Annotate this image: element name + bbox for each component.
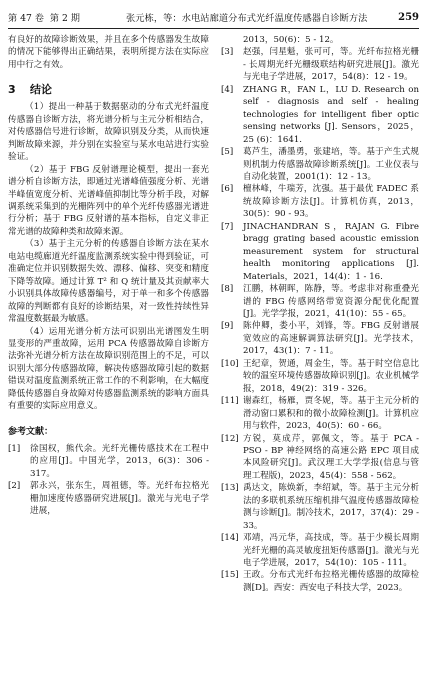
reference-item [221,433,419,483]
page-number: 259 [398,11,419,23]
conclusion-paragraph-2: （2）基于 FBG 反射谱理论模型，提出一套光谱分析自诊断方法，即通过光谱峰值强度分析、光谱半峰值宽度分析、光谱峰值抑制比等分析手段，对解调系统采集到的光栅阵列中的单个光纤传感器光谱进行分析；基于 FBG 反射谱的基本指标，自定义非正常光谱的故障种类和故障来源。 [8,164,209,237]
running-title: 张元栋，等：水电站廊道分布式光纤温度传感器自诊断方法 [126,13,368,24]
reference-item [221,46,419,83]
reference-text: 王政。分布式光纤布拉格光栅传感器的故障检测[D]。西安：西安电子科技大学，2023。 [243,570,419,593]
reference-item [221,283,419,320]
reference-item [221,358,419,395]
reference-number: [8] [221,284,234,295]
header-rule [8,28,419,29]
reference-item [221,221,419,283]
issue-label: 第 2 期 [49,13,80,24]
reference-number: [15] [221,570,239,581]
conclusion-paragraph-1: （1）提出一种基于数据驱动的分布式光纤温度传感器自诊断方法，将光谱分析与主元分析相结合，对传感器信号进行诊断，故障识别及分类，从而快速判断故障来源，并分别在实验室与某水电站进行实验验证。 [8,102,209,163]
section-heading [8,79,209,101]
right-column [221,34,419,594]
reference-item [221,320,419,357]
reference-number: [7] [221,221,234,232]
section-title: 结论 [30,83,52,97]
conclusion-paragraph-3: （3）基于主元分析的传感器自诊断方法在某水电站电缆廊道光纤温度监测系统实验中得到验证，可准确定位并识别数据失效、漂移、偏移、突变和精度下降等故障。通过计算 T² 和 Q 统计量及其贡献率大小识别具体故障传感器编号，对于单一和多个传感器故障的判断都有良好的诊断结果，对一致性持续性异常温度数据最为敏感。 [8,239,209,325]
reference-number [221,34,243,46]
reference-item [221,532,419,569]
reference-item [221,569,419,594]
reference-text: 葛芦生，潘墨勇，张建培，等。基于产生式规则机制力传感器故障诊断系统[J]。工业仪表与自动化装置，2001(1)：12 - 13。 [243,147,419,182]
reference-item [221,482,419,532]
reference-number: [10] [221,358,239,369]
left-column [8,34,209,517]
reference-number: [14] [221,533,239,544]
reference-text: 禹达文，陈焕新，李绍斌，等。基于主元分析法的多联机系统压缩机排气温度传感器故障检测与诊断[J]。制冷技术，2017，37(4)：29 - 33。 [243,483,419,531]
reference-item [221,84,419,146]
reference-number: [4] [221,84,234,95]
reference-text: 江鹏，林朝晖，陈静，等。考虑非对称重叠光谱的 FBG 传感网络带宽资源分配优化配置[J]。光学学报，2021，41(10)：55 - 65。 [243,284,419,319]
reference-text: 檀林峰，牛瑞芳，沈强。基于最优 FADEC 系统故障诊断方法[J]。计算机仿真，2013，30(5)：90 - 93。 [243,184,419,220]
reference-text: 2013，50(6)：5 - 12。 [243,35,339,45]
reference-text: 方锐，莫成芹，郭佩文，等。基于 PCA - PSO - BP 神经网络的高速公路 EPC 项目成本风险研究[J]。武汉理工大学学报(信息与管理工程版)，2023，45(4)：558 - 562。 [243,433,419,481]
body-paragraph: 有良好的故障诊断效果，并且在多个传感器发生故障的情况下能够得出正确结果，表明所提方法在实际应用中行之有效。 [8,35,209,70]
reference-item [221,395,419,432]
spacer [8,71,209,79]
reference-number: [11] [221,396,239,407]
reference-text: ZHANG R，FAN L，LU D. Research on self - diagnosis and self - healing technologies for intelligent fiber optic sensing networks [J]. Sensors，2025，25 (6)：1641. [243,84,419,145]
reference-text: JINACHANDRAN S，RAJAN G. Fibre bragg grating based acoustic emission measurement system for structural health monitoring applications [J]. Materials，2021，14(4)：1 - 16. [243,221,419,282]
reference-number: [13] [221,483,239,494]
reference-number: [9] [221,321,234,332]
reference-number: [12] [221,433,239,444]
reference-number: [3] [221,47,234,58]
reference-item [221,34,419,46]
reference-text: 邓靖，冯元华，高技成，等。基于少模长周期光纤光栅的高灵敏度扭矩传感器[J]。激光与光电子学进展，2017，54(10)：105 - 111。 [243,533,419,569]
reference-number: [5] [221,147,234,158]
reference-text: 陈仲卿，娄小平，刘锋，等。FBG 反射谱展宽效应的高速解调算法研究[J]。光学技术，2017，43(1)：7 - 11。 [243,321,419,357]
reference-number: [1] [8,443,21,454]
running-header [8,8,419,26]
reference-item [221,183,419,220]
reference-number: [2] [8,481,21,492]
reference-item [8,443,209,480]
reference-text: 王纪章，贺通，周金生，等。基于时空信息比较的温室环境传感器故障识别[J]。农业机械学报，2018，49(2)：319 - 326。 [243,358,419,394]
reference-text: 郭永兴，张东生，周祖德，等。光纤布拉格光栅加速度传感器研究进展[J]。激光与光电子学进展， [30,481,209,516]
spacer [8,413,209,421]
references-heading: 参考文献： [8,426,54,437]
reference-text: 赵强，闫星魁，张可可，等。光纤布拉格光栅 - 长周期光纤光栅级联结构研究进展[J]。激光与光电子学进展，2017，54(8)：12 - 19。 [243,47,419,83]
section-number: 3 [8,83,16,97]
conclusion-paragraph-4: （4）运用光谱分析方法可识别出光谱图发生明显变形的严重故障，运用 PCA 传感器故障自诊断方法弥补光谱分析方法在故障识别范围上的不足，可以识别大部分传感器故障，解决传感器故障引起的数据错误对温度监测系统正常工作的不利影响，在大幅度降低传感器自身故障对传感器监测系统的影响方面具有重要的实际应用意义。 [8,326,209,412]
reference-text: 徐国权，熊代余。光纤光栅传感技术在工程中的应用[J]。中国光学，2013，6(3)：306 - 317。 [30,443,209,479]
reference-item [221,146,419,183]
reference-item [8,480,209,517]
volume-label: 第 47 卷 [8,13,44,24]
issue-info [8,10,80,24]
reference-text: 谢森红，杨雁，贾冬妮，等。基于主元分析的滑动窗口累积和的微小故障检测[J]。计算机应用与软件，2023，40(5)：60 - 66。 [243,396,419,432]
reference-number: [6] [221,184,234,195]
